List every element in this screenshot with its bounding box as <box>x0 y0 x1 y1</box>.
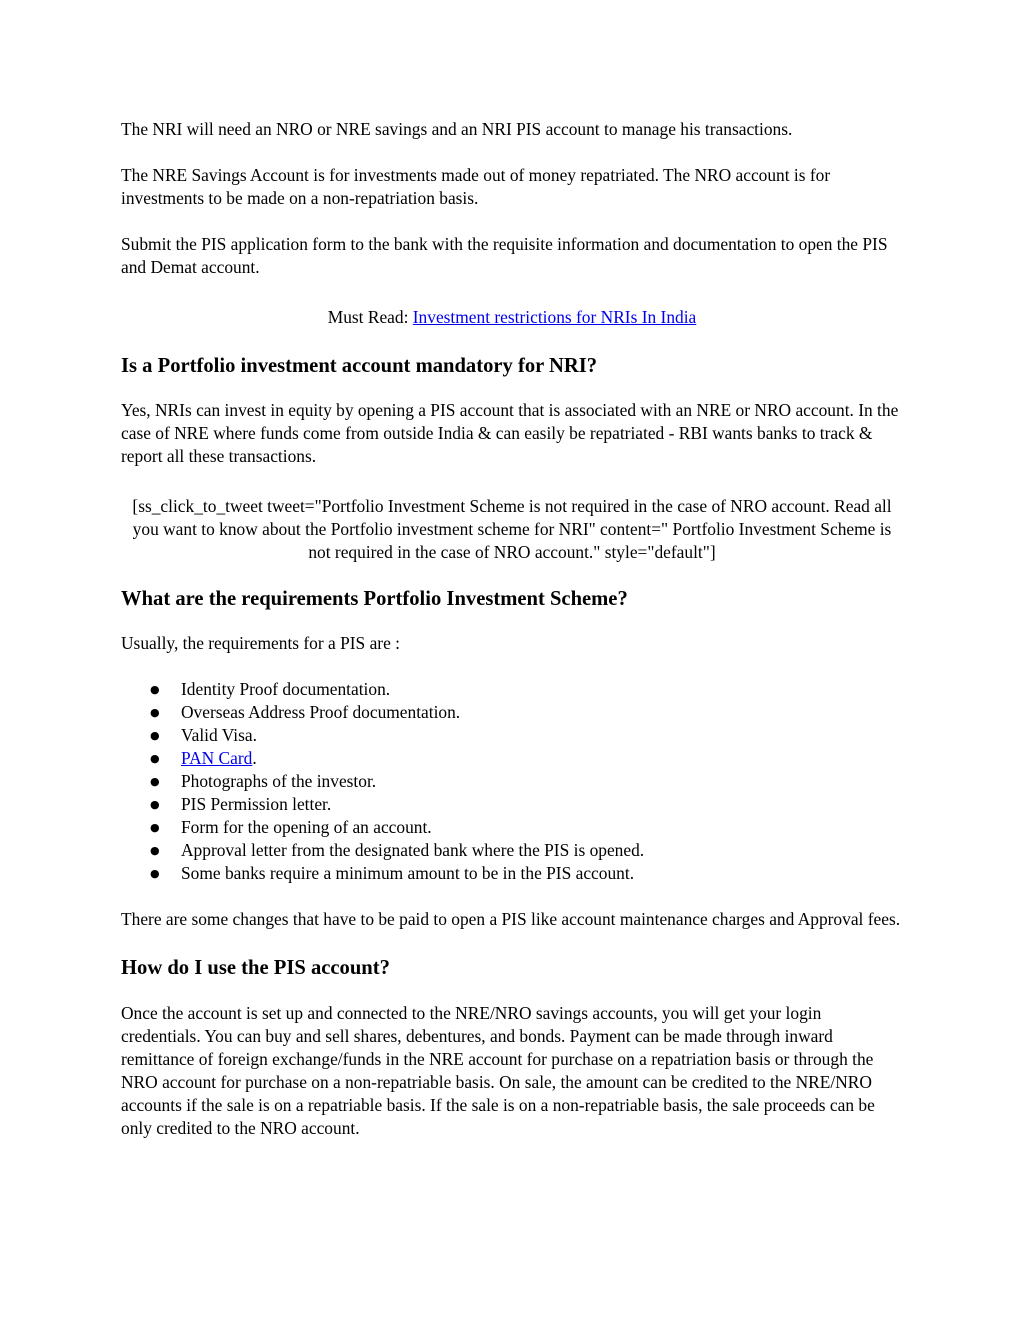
list-item-text: Valid Visa. <box>181 725 257 745</box>
must-read-prefix: Must Read: <box>327 307 413 327</box>
requirements-list <box>121 678 903 885</box>
heading-pis-mandatory: Is a Portfolio investment account mandatory for NRI? <box>121 355 598 377</box>
intro-paragraph-1: The NRI will need an NRO or NRE savings and an NRI PIS account to manage his transactions. <box>121 119 793 139</box>
click-to-tweet-shortcode: [ss_click_to_tweet tweet="Portfolio Investment Scheme is not required in the case of NRO account. Read all you want to know about the Portfolio investment scheme for NRI" content=" Portfolio Investment Scheme is not required in the case of NRO account." style="default"] <box>132 496 892 562</box>
heading-pis-requirements: What are the requirements Portfolio Investment Scheme? <box>121 588 628 610</box>
list-item-text: Overseas Address Proof documentation. <box>181 702 461 722</box>
bullet-dot-icon: ● <box>150 775 160 788</box>
bullet-dot-icon: ● <box>150 706 160 719</box>
list-item-text: Approval letter from the designated bank where the PIS is opened. <box>181 840 645 860</box>
pan-card-link[interactable]: PAN Card <box>181 748 253 768</box>
list-item <box>121 862 903 885</box>
investment-restrictions-link[interactable]: Investment restrictions for NRIs In India <box>412 307 697 327</box>
list-item-text: Form for the opening of an account. <box>181 817 432 837</box>
bullet-dot-icon: ● <box>150 867 160 880</box>
must-read-line <box>121 306 903 329</box>
pis-mandatory-paragraph: Yes, NRIs can invest in equity by opening a PIS account that is associated with an NRE or NRO account. In the case of NRE where funds come from outside India & can easily be repatriated - RBI wants banks to track & report all these transactions. <box>121 400 899 466</box>
intro-paragraph-2: The NRE Savings Account is for investments made out of money repatriated. The NRO account is for investments to be made on a non-repatriation basis. <box>121 165 831 208</box>
list-item <box>121 816 903 839</box>
bullet-dot-icon: ● <box>150 844 160 857</box>
requirements-intro: Usually, the requirements for a PIS are : <box>121 633 400 653</box>
list-item <box>121 701 903 724</box>
list-item-text: PIS Permission letter. <box>181 794 332 814</box>
list-item-text: Identity Proof documentation. <box>181 679 391 699</box>
heading-use-pis: How do I use the PIS account? <box>121 957 390 979</box>
document-page <box>121 118 903 1140</box>
bullet-dot-icon: ● <box>150 798 160 811</box>
list-item-text: Some banks require a minimum amount to be in the PIS account. <box>181 863 635 883</box>
charges-paragraph: There are some changes that have to be paid to open a PIS like account maintenance charges and Approval fees. <box>121 909 901 929</box>
bullet-dot-icon: ● <box>150 729 160 742</box>
list-item <box>121 839 903 862</box>
list-item <box>121 770 903 793</box>
intro-paragraph-3: Submit the PIS application form to the bank with the requisite information and documentation to open the PIS and Demat account. <box>121 234 888 277</box>
list-item <box>121 793 903 816</box>
list-item <box>121 678 903 701</box>
pan-card-suffix: . <box>252 748 257 768</box>
bullet-dot-icon: ● <box>150 821 160 834</box>
list-item <box>121 724 903 747</box>
bullet-dot-icon: ● <box>150 683 160 696</box>
list-item <box>121 747 903 770</box>
use-pis-paragraph: Once the account is set up and connected to the NRE/NRO savings accounts, you will get your login credentials. You can buy and sell shares, debentures, and bonds. Payment can be made through inward remittance of foreign exchange/funds in the NRE account for purchase on a repatriation basis or through the NRO account for purchase on a non-repatriable basis. On sale, the amount can be credited to the NRE/NRO accounts if the sale is on a repatriable basis. If the sale is on a non-repatriable basis, the sale proceeds can be only credited to the NRO account. <box>121 1003 875 1138</box>
bullet-dot-icon: ● <box>150 752 160 765</box>
list-item-text: Photographs of the investor. <box>181 771 377 791</box>
